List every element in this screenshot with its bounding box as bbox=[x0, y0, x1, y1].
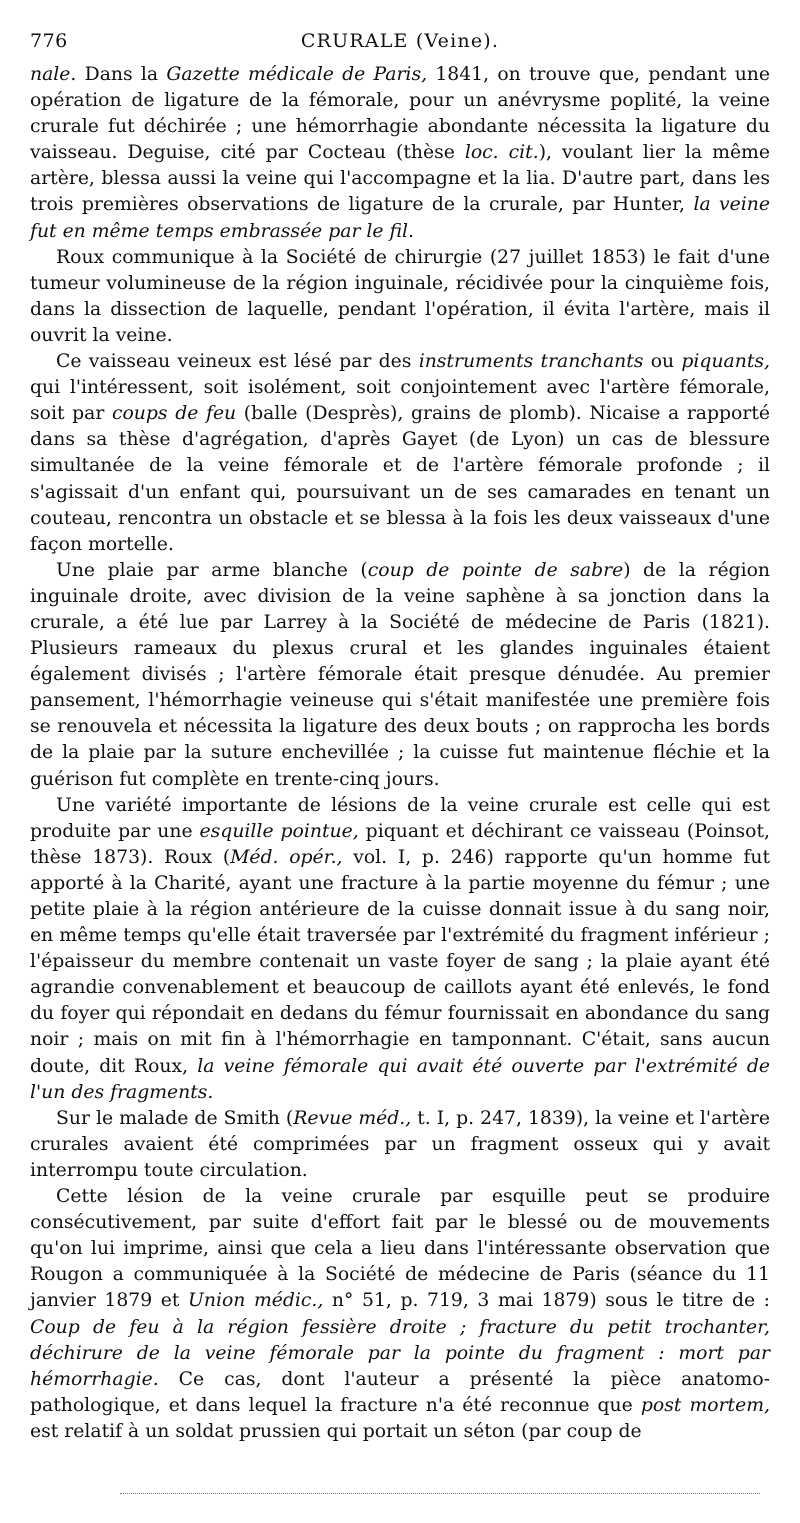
italic-text: esquille pointue, bbox=[199, 820, 359, 842]
text-segment: (balle (Desprès), grains de plomb). Nicaise a rapporté dans sa thèse d'agrégation, d'après Gayet (de Lyon) un cas de blessure simultanée de la veine fémorale et de l'artère fémorale profonde ; il s'agissait d'un enfant qui, poursuivant un de ses camarades en tenant un couteau, rencontra un obstacle et se blessa à la fois les deux vaisseaux d'une façon mortelle. bbox=[30, 403, 770, 555]
text-segment: Roux communique à la Société de chirurgie (27 juillet 1853) le fait d'une tumeur volumineuse de la région inguinale, récidivée pour la cinquième fois, dans la dissection de laquelle, pendant l'opération, il évita l'artère, mais il ouvrit la veine. bbox=[30, 246, 770, 346]
paragraph bbox=[30, 245, 770, 349]
italic-text: coups de feu bbox=[111, 403, 237, 425]
italic-text: Coup de feu à la région fessière droite ; fracture du petit trochanter, déchirure de la veine fémorale par la pointe du fragment : mort par hémorrhagie. bbox=[30, 1316, 770, 1390]
text-segment: qui l'intéressent, soit isolément, soit conjointement avec l'artère fémorale, soit par bbox=[30, 377, 770, 425]
text-segment: ou bbox=[643, 351, 682, 373]
page bbox=[30, 22, 770, 1445]
italic-text: loc. cit. bbox=[464, 142, 539, 164]
italic-text: post mortem, bbox=[640, 1394, 770, 1416]
text-segment: n° 51, p. 719, 3 mai 1879) sous le titre de : bbox=[323, 1290, 771, 1312]
text-segment: t. I, p. 247, 1839), la veine et l'artère crurales avaient été comprimées par un fragment osseux qui y avait interrompu toute circulation. bbox=[30, 1107, 770, 1181]
text-segment: Ce vaisseau veineux est lésé par des bbox=[56, 351, 419, 373]
page-number: 776 bbox=[30, 30, 68, 52]
text-segment: Dans la bbox=[76, 64, 167, 85]
text-segment: Ce cas, dont l'auteur a présenté la pièce anatomo-pathologique, et dans lequel la fracture n'a été reconnue que bbox=[30, 1368, 770, 1416]
italic-text: Union médic., bbox=[188, 1290, 324, 1312]
italic-text: Méd. opér., bbox=[230, 846, 343, 868]
text-segment: ) de la région inguinale droite, avec division de la veine saphène à sa jonction dans la crurale, a été lue par Larrey à la Société de médecine de Paris (1821). Plusieurs rameaux du plexus crural et les glandes inguinales étaient également divisés ; l'artère fémorale était presque dénudée. Au premier pansement, l'hémorrhagie veineuse qui s'était manifestée une première fois se renouvela et nécessita la ligature des deux bouts ; on rapprocha les bords de la plaie par la suture enchevillée ; la cuisse fut maintenue fléchie et la guérison fut complète en trente-cinq jours. bbox=[30, 559, 770, 790]
paragraph bbox=[30, 793, 770, 1106]
text-segment: Cette lésion de la veine crurale par esquille peut se produire consécutivement, par suite d'effort fait par le blessé ou de mouvements qu'on lui imprime, ainsi que cela a lieu dans l'intéressante observation que Rougon a communiquée à la Société de médecine de Paris (séance du 11 janvier 1879 et bbox=[30, 1186, 770, 1312]
body-text bbox=[30, 62, 770, 1445]
italic-text: instruments tranchants bbox=[418, 351, 644, 373]
text-segment: Une variété importante de lésions de la veine crurale est celle qui est produite par une bbox=[30, 794, 770, 842]
italic-text: piquants, bbox=[681, 351, 771, 373]
italic-text: Gazette médicale de Paris, bbox=[166, 64, 428, 85]
text-segment: 1841, on trouve que, pendant une opération de ligature de la fémorale, pour un anévrysme poplité, la veine crurale fut déchirée ; une hémorrhagie abondante nécessita la ligature du vaisseau. Deguise, cité par Cocteau (thèse bbox=[30, 64, 771, 164]
paragraph bbox=[30, 62, 770, 245]
paragraph bbox=[30, 1184, 770, 1445]
footer-rule bbox=[120, 1493, 760, 1494]
text-segment: ), voulant lier la même artère, blessa aussi la veine qui l'accompagne et la lia. D'autre part, dans les trois premières observations de ligature de la crurale, par Hunter, bbox=[30, 142, 770, 216]
paragraph bbox=[30, 1106, 770, 1184]
paragraph bbox=[30, 558, 770, 793]
text-segment: vol. I, p. 246) rapporte qu'un homme fut apporté à la Charité, ayant une fracture à la partie moyenne du fémur ; une petite plaie à la région antérieure de la cuisse donnait issue à du sang noir, en même temps qu'elle était traversée par l'extrémité du fragment inférieur ; l'épaisseur du membre contenait un vaste foyer de sang ; la plaie ayant été agrandie convenablement et beaucoup de caillots ayant été enlevés, le fond du foyer qui répondait en dedans du fémur fournissait en abondance du sang noir ; mais on mit fin à l'hémorrhagie en tamponnant. C'était, sans aucun doute, dit Roux, bbox=[30, 846, 770, 1077]
italic-text: coup de pointe de sabre bbox=[367, 559, 624, 581]
text-segment: est relatif à un soldat prussien qui portait un séton (par coup de bbox=[30, 1420, 642, 1442]
text-segment: piquant et déchirant ce vaisseau (Poinsot, thèse 1873). Roux ( bbox=[30, 820, 771, 868]
italic-text: nale. bbox=[30, 64, 77, 85]
running-head bbox=[30, 22, 770, 62]
italic-text: la veine fut en même temps embrassée par le fil. bbox=[30, 194, 770, 242]
italic-text: la veine fémorale qui avait été ouverte par l'extrémité de l'un des fragments. bbox=[30, 1055, 770, 1103]
text-segment: Sur le malade de Smith ( bbox=[56, 1107, 294, 1129]
text-segment: Une plaie par arme blanche ( bbox=[56, 559, 368, 581]
paragraph bbox=[30, 349, 770, 558]
italic-text: Revue méd., bbox=[293, 1107, 412, 1129]
running-title: CRURALE (Veine). bbox=[300, 30, 500, 52]
